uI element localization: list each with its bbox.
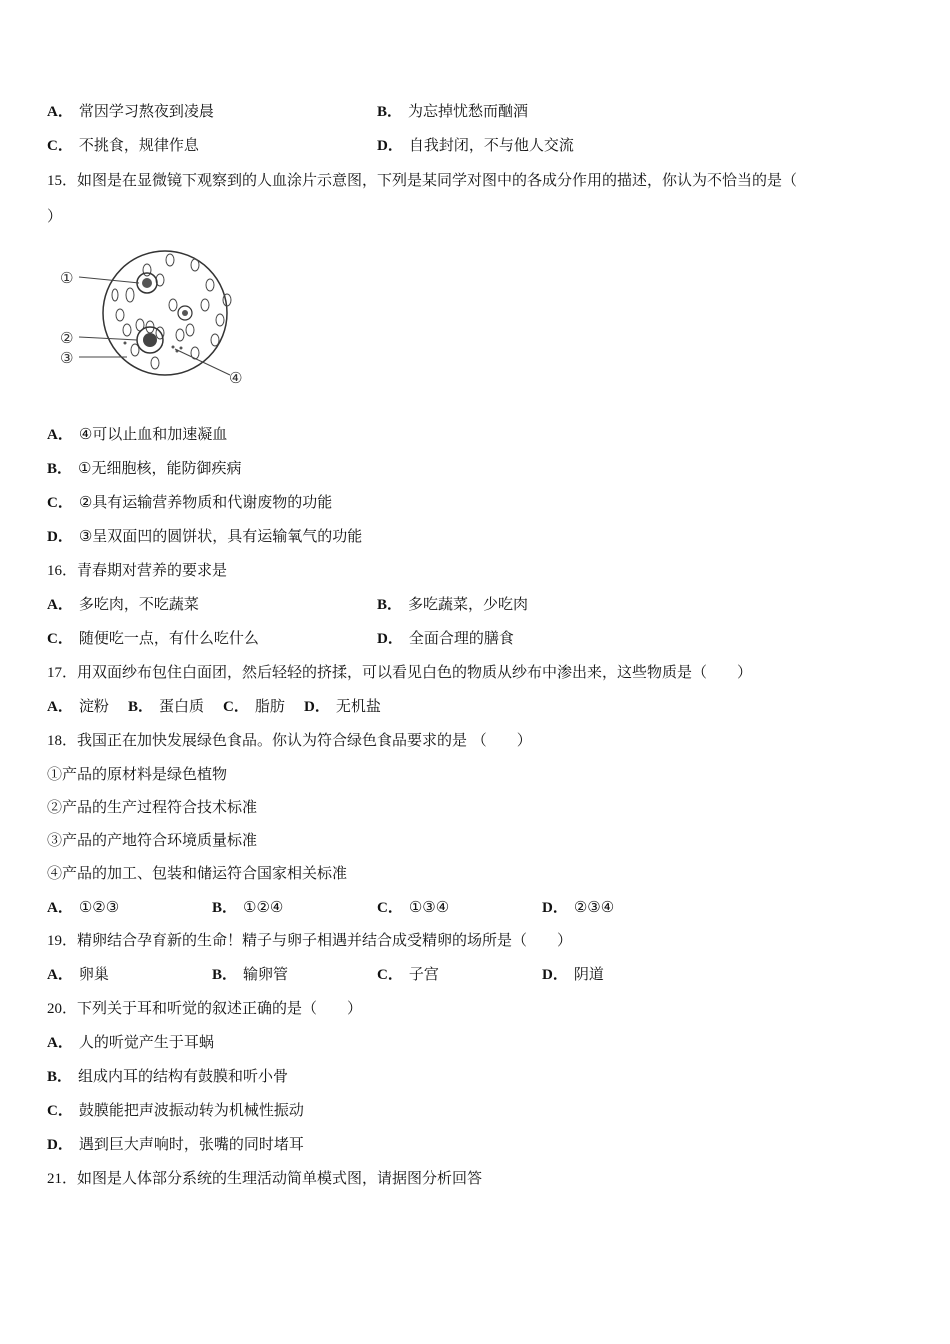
q20-option-c: C． 鼓膜能把声波振动转为机械性振动 — [47, 1101, 304, 1119]
blood-smear-figure — [55, 245, 255, 395]
q16-option-d: D． 全面合理的膳食 — [377, 629, 514, 647]
q16-option-b: B． 多吃蔬菜，少吃肉 — [377, 595, 529, 613]
q15-option-b: B． ①无细胞核，能防御疾病 — [47, 459, 242, 477]
q18-option-c: C． ①③④ — [377, 898, 450, 916]
q14-option-c: C． 不挑食，规律作息 — [47, 136, 199, 154]
figure-label-2: ② — [60, 329, 74, 347]
q19-option-b: B． 输卵管 — [212, 965, 289, 983]
q21-stem: 21．如图是人体部分系统的生理活动简单模式图，请据图分析回答 — [47, 1169, 483, 1187]
q19-stem: 19．精卵结合孕育新的生命！精子与卵子相遇并结合成受精卵的场所是（ ） — [47, 931, 573, 949]
q15-stem-end: ） — [47, 207, 63, 225]
q18-item-2: ②产品的生产过程符合技术标准 — [47, 798, 258, 816]
q17-option-a: A． 淀粉 — [47, 697, 109, 715]
q17-option-d: D． 无机盐 — [303, 697, 381, 715]
q16-stem: 16．青春期对营养的要求是 — [47, 561, 228, 579]
q18-option-a: A． ①②③ — [47, 898, 120, 916]
q18-item-3: ③产品的产地符合环境质量标准 — [47, 831, 258, 849]
q16-option-c: C． 随便吃一点，有什么吃什么 — [47, 629, 259, 647]
q20-option-d: D． 遇到巨大声响时，张嘴的同时堵耳 — [47, 1135, 304, 1153]
q18-option-b: B． ①②④ — [212, 898, 284, 916]
q19-option-c: C． 子宫 — [377, 965, 439, 983]
q18-option-d: D． ②③④ — [542, 898, 615, 916]
q15-option-c: C． ②具有运输营养物质和代谢废物的功能 — [47, 493, 333, 511]
q20-option-a: A． 人的听觉产生于耳蜗 — [47, 1033, 214, 1051]
figure-label-3: ③ — [60, 349, 74, 367]
q14-option-b: B． 为忘掉忧愁而酗酒 — [377, 102, 529, 120]
q19-option-d: D． 阴道 — [542, 965, 604, 983]
q17-options — [47, 696, 381, 717]
q17-option-b: B． 蛋白质 — [127, 697, 204, 715]
q14-option-d: D． 自我封闭，不与他人交流 — [377, 136, 574, 154]
q18-item-4: ④产品的加工、包装和储运符合国家相关标准 — [47, 864, 348, 882]
figure-label-1: ① — [60, 269, 74, 287]
q17-stem: 17．用双面纱布包住白面团，然后轻轻的挤揉，可以看见白色的物质从纱布中渗出来，这些物质是（ ） — [47, 663, 753, 681]
q15-option-a: A． ④可以止血和加速凝血 — [47, 425, 228, 443]
q14-option-a: A． 常因学习熬夜到凌晨 — [47, 102, 214, 120]
q18-stem: 18．我国正在加快发展绿色食品。你认为符合绿色食品要求的是 （ ） — [47, 731, 532, 749]
figure-label-4: ④ — [229, 369, 243, 387]
q20-stem: 20．下列关于耳和听觉的叙述正确的是（ ） — [47, 999, 363, 1017]
q18-item-1: ①产品的原材料是绿色植物 — [47, 765, 228, 783]
q15-option-d: D． ③呈双面凹的圆饼状，具有运输氧气的功能 — [47, 527, 363, 545]
q15-stem: 15．如图是在显微镜下观察到的人血涂片示意图，下列是某同学对图中的各成分作用的描述，你认为不恰当的是（ — [47, 171, 798, 189]
q17-option-c: C． 脂肪 — [223, 697, 285, 715]
q16-option-a: A． 多吃肉，不吃蔬菜 — [47, 595, 199, 613]
q20-option-b: B． 组成内耳的结构有鼓膜和听小骨 — [47, 1067, 289, 1085]
q19-option-a: A． 卵巢 — [47, 965, 109, 983]
